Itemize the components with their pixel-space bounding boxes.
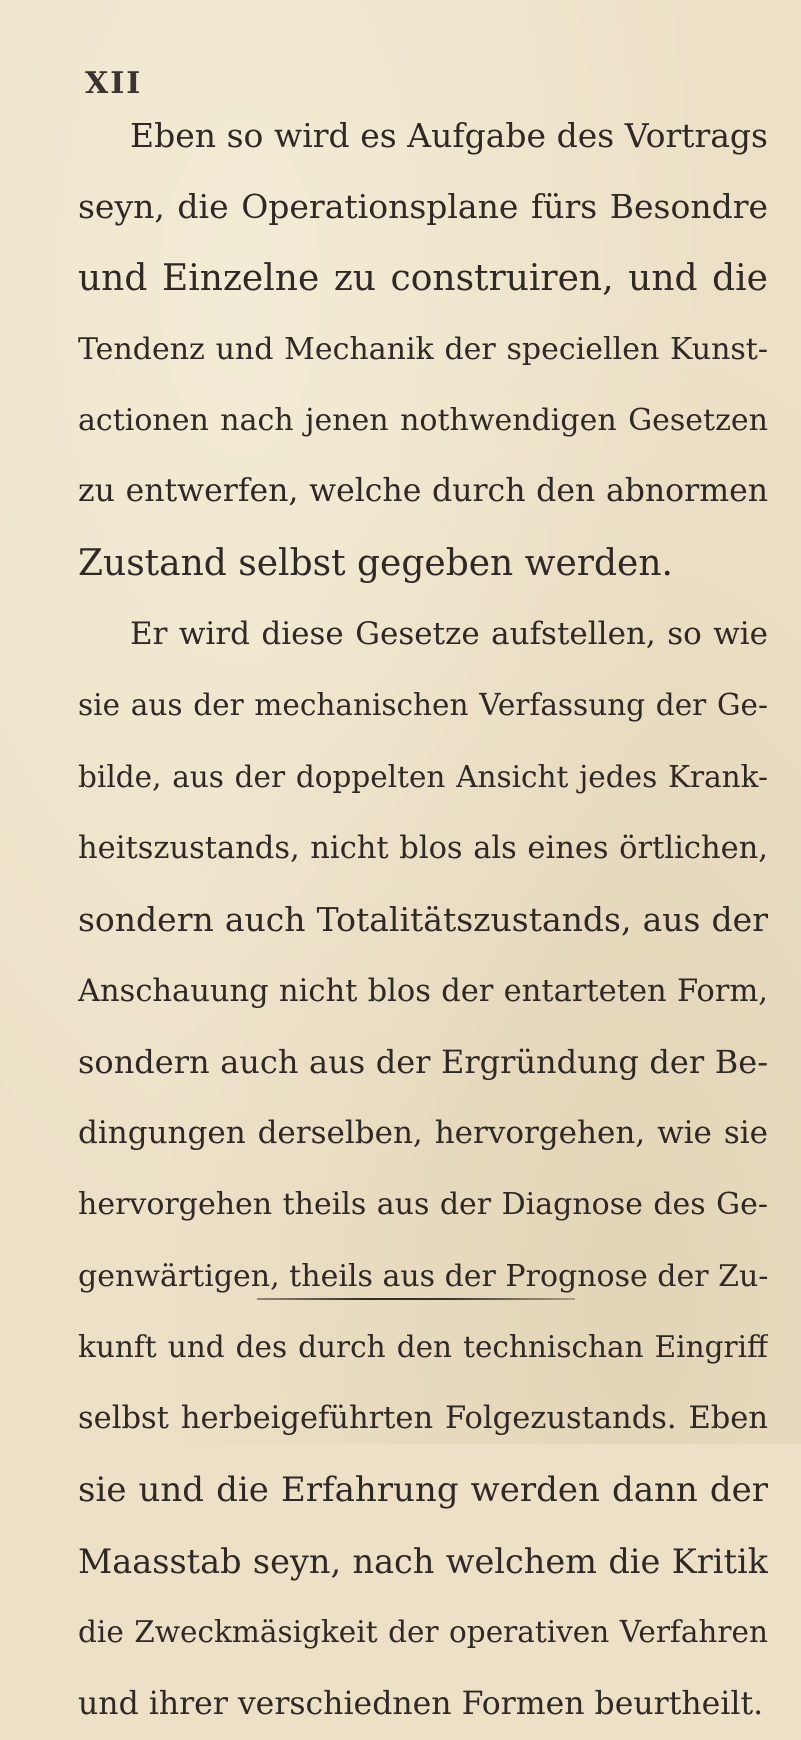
paragraph-2-line-14: Maasstab seyn, nach welchem die Kritik: [78, 1541, 768, 1581]
paragraph-2-line-5: sondern auch Totalitätszustands, aus der: [78, 900, 768, 940]
body-text: [78, 100, 768, 1740]
paragraph-1-line-1: Eben so wird es Aufgabe des Vortrags: [130, 116, 768, 155]
paragraph-2-line-11: kunft und des durch den technischan Eingriff: [78, 1330, 768, 1365]
section-divider-rule: [257, 1298, 575, 1300]
paragraph-1-line-2: seyn, die Operationsplane fürs Besondre: [78, 187, 768, 227]
paragraph-1-line-3: und Einzelne zu construiren, und die: [78, 257, 768, 299]
paragraph-2-line-13: sie und die Erfahrung werden dann der: [78, 1469, 768, 1510]
paragraph-1-line-6: zu entwerfen, welche durch den abnormen: [78, 473, 768, 510]
paragraph-2-line-2: sie aus der mechanischen Verfassung der Ge-: [78, 688, 768, 723]
paragraph-2-line-8: dingungen derselben, hervorgehen, wie sie: [78, 1115, 768, 1152]
paragraph-2-line-10: genwärtigen, theils aus der Prognose der Zu-: [78, 1258, 768, 1294]
paragraph-2-line-3: bilde, aus der doppelten Ansicht jedes Krank-: [78, 759, 768, 794]
paragraph-2-line-1: Er wird diese Gesetze aufstellen, so wie: [130, 616, 768, 653]
page-number: XII: [85, 66, 143, 101]
paragraph-2-line-12: selbst herbeigeführten Folgezustands. Eben: [78, 1401, 768, 1437]
paragraph-2-line-4: heitszustands, nicht blos als eines örtlichen,: [78, 830, 768, 866]
paragraph-2-line-16: und ihrer verschiednen Formen beurtheilt.: [78, 1685, 764, 1722]
paragraph-1-line-4: Tendenz und Mechanik der speciellen Kunst-: [78, 331, 768, 367]
paragraph-1-line-7: Zustand selbst gegeben werden.: [78, 542, 673, 584]
paragraph-2-line-7: sondern auch aus der Ergründung der Be-: [78, 1042, 768, 1081]
paragraph-2-line-9: hervorgehen theils aus der Diagnose des Ge-: [78, 1187, 768, 1223]
paragraph-2-line-6: Anschauung nicht blos der entarteten Form,: [78, 973, 768, 1009]
paragraph-2-line-15: die Zweckmäsigkeit der operativen Verfahren: [78, 1615, 768, 1650]
paragraph-1-line-5: actionen nach jenen nothwendigen Gesetzen: [78, 403, 768, 439]
